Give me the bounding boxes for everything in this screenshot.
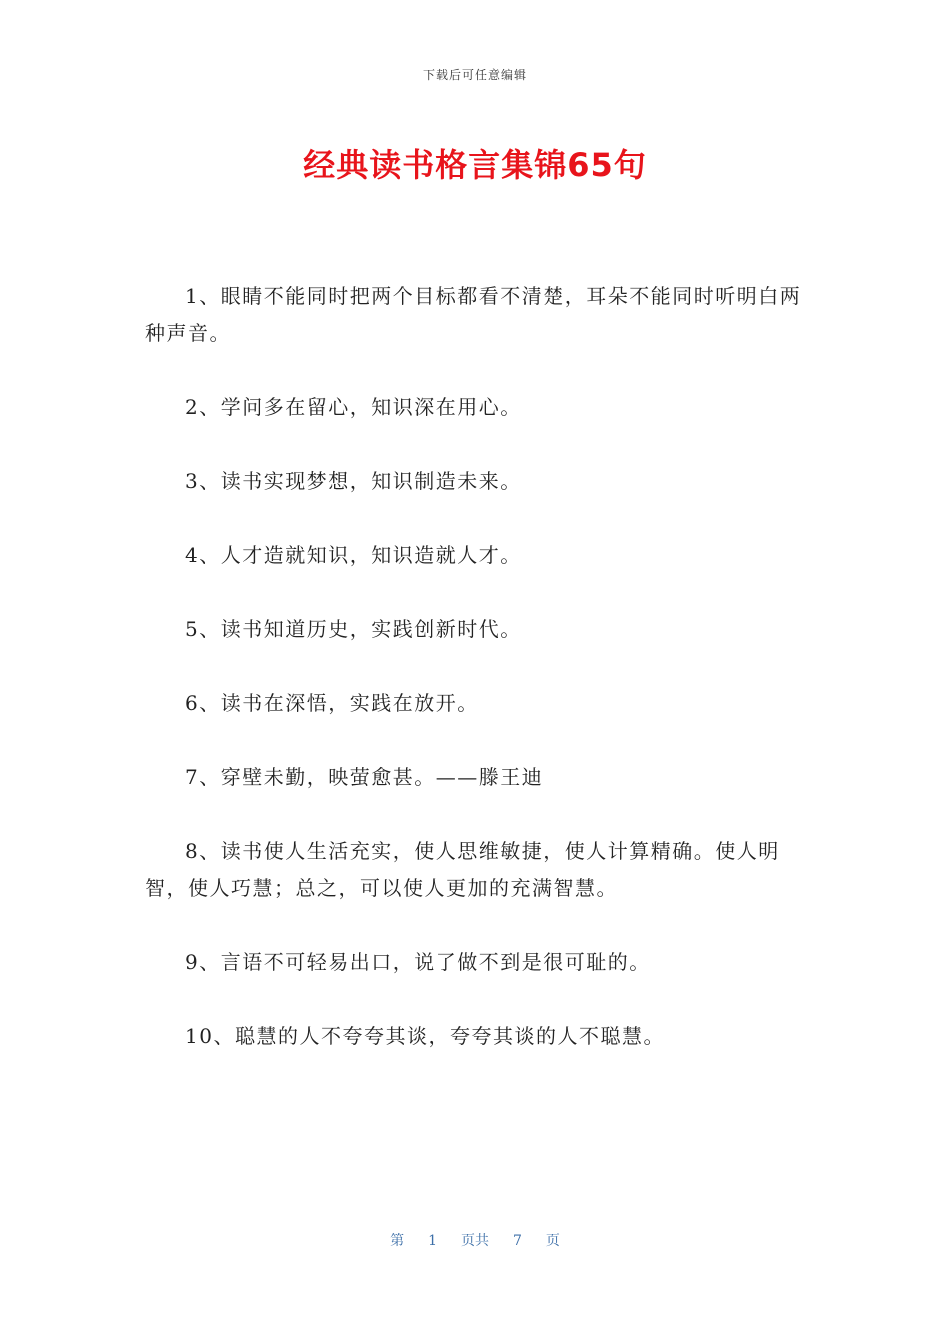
paragraph-6: 6、读书在深悟，实践在放开。 [185, 691, 479, 715]
footer-label-page: 第 [390, 1233, 405, 1249]
header-note: 下载后可任意编辑 [422, 68, 527, 82]
paragraph-3: 3、读书实现梦想，知识制造未来。 [185, 469, 522, 493]
paragraph-10: 10、聪慧的人不夸夸其谈，夸夸其谈的人不聪慧。 [185, 1024, 665, 1048]
footer-label-end: 页 [545, 1233, 560, 1249]
document-title: 经典读书格言集锦65句 [303, 146, 647, 184]
paragraph-8: 8、读书使人生活充实，使人思维敏捷，使人计算精确。使人明智，使人巧慧；总之，可以使人更加的充满智慧。 [145, 839, 780, 900]
paragraph-1: 1、眼睛不能同时把两个目标都看不清楚，耳朵不能同时听明白两种声音。 [145, 284, 802, 345]
document-body [145, 278, 807, 1092]
page-footer [0, 1230, 950, 1250]
paragraph-4: 4、人才造就知识，知识造就人才。 [185, 543, 522, 567]
paragraph-9: 9、言语不可轻易出口，说了做不到是很可耻的。 [185, 950, 651, 974]
paragraph-2: 2、学问多在留心，知识深在用心。 [185, 395, 522, 419]
footer-total-pages: 7 [513, 1233, 522, 1249]
footer-label-total: 页共 [461, 1233, 489, 1249]
paragraph-5: 5、读书知道历史，实践创新时代。 [185, 617, 522, 641]
paragraph-7: 7、穿壁未勤，映萤愈甚。——滕王迪 [185, 765, 544, 789]
footer-current-page: 1 [428, 1233, 437, 1249]
